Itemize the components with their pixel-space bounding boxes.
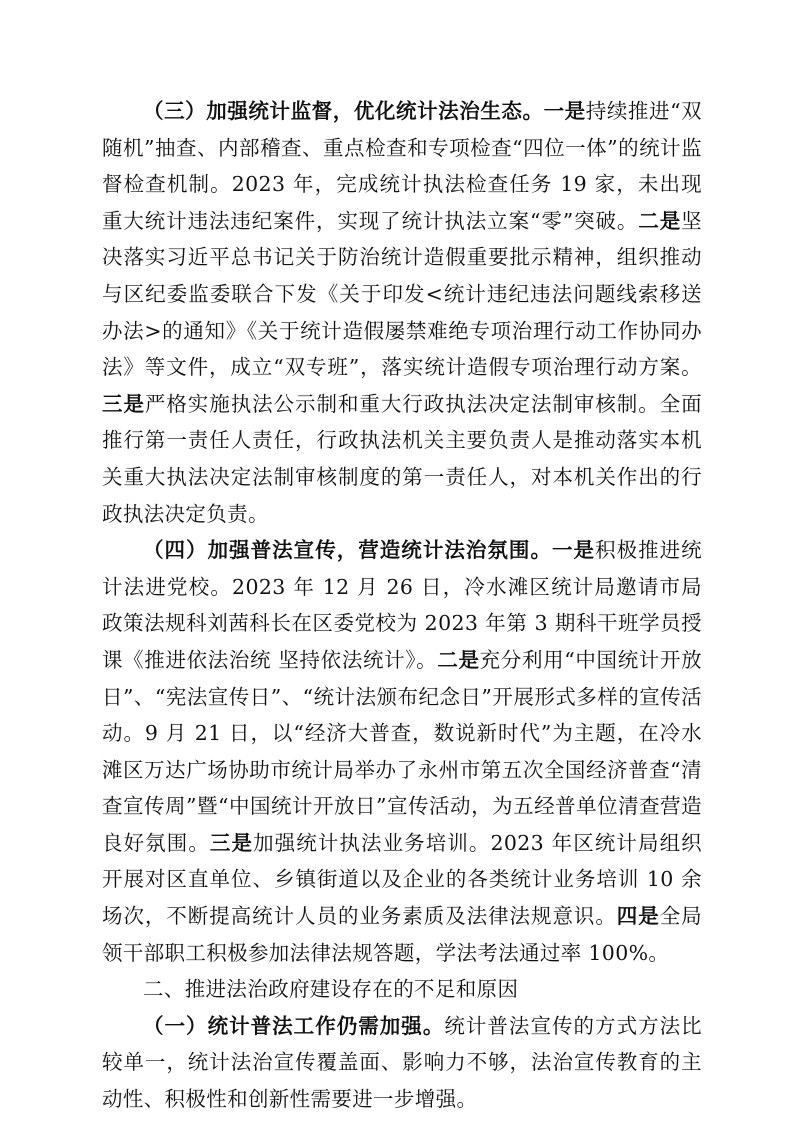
point-marker: 四是 xyxy=(616,904,660,929)
paragraph-heading: （四）加强普法宣传，营造统计法治氛围。 xyxy=(143,538,552,563)
paragraph-publicity xyxy=(102,532,702,971)
point-marker: 二是 xyxy=(638,208,682,233)
paragraph-text: 持续推进“双随机”抽查、内部稽查、重点检查和专项检查“四位一体”的统计监督检查机制。2023 年，完成统计执法检查任务 19 家，未出现重大统计违法违纪案件，实现了统计执法立案“零”突破。 xyxy=(102,99,702,233)
paragraph-text: 统计普法宣传的方式方法比较单一，统计法治宣传覆盖面、影响力不够，法治宣传教育的主动性、积极性和创新性需要进一步增强。 xyxy=(102,1013,702,1112)
paragraph-heading: （三）加强统计监督，优化统计法治生态。 xyxy=(143,99,544,123)
paragraph-text: 积极推进统计法进党校。2023 年 12 月 26 日，冷水滩区统计局邀请市局政策法规科刘茜科长在区委党校为 2023 年第 3 期科干班学员授课《推进依法治统 坚持依法统计》。 xyxy=(102,538,703,672)
paragraph-shortcomings xyxy=(102,1008,702,1118)
point-marker: 一是 xyxy=(543,99,586,123)
paragraph-text: 坚决落实习近平总书记关于防治统计造假重要批示精神，组织推动与区纪委监委联合下发《关于印发<统计违纪违法问题线索移送办法>的通知》《关于统计造假屡禁难绝专项治理行动工作协同办法》等文件，成立“双专班”，落实统计造假专项治理行动方案。 xyxy=(102,208,703,380)
point-marker: 一是 xyxy=(552,538,596,563)
paragraph-supervision xyxy=(102,93,702,532)
paragraph-text: 充分利用“中国统计开放日”、“宪法宣传日”、“统计法颁布纪念日”开展形式多样的宣传活动。9 月 21 日，以“经济大普查，数说新时代”为主题，在冷水滩区万达广场协助市统计局举办了永州市第五次全国经济普查“清查宣传周”暨“中国统计开放日”宣传活动，为五经普单位清查营造良好氛围。 xyxy=(102,647,702,855)
section-title: 二、推进法治政府建设存在的不足和原因 xyxy=(143,977,519,1002)
paragraph-text: 全局领干部职工积极参加法律法规答题，学法考法通过率 100%。 xyxy=(102,904,703,965)
paragraph-heading: （一）统计普法工作仍需加强。 xyxy=(143,1013,445,1038)
point-marker: 三是 xyxy=(102,391,145,416)
document-page xyxy=(102,93,702,1118)
point-marker: 三是 xyxy=(209,830,254,855)
paragraph-text: 加强统计执法业务培训。2023 年区统计局组织开展对区直单位、乡镇街道以及企业的各类统计业务培训 10 余场次，不断提高统计人员的业务素质及法律法规意识。 xyxy=(102,830,703,929)
paragraph-text: 严格实施执法公示制和重大行政执法决定法制审核制。全面推行第一责任人责任，行政执法机关主要负责人是推动落实本机关重大执法决定法制审核制度的第一责任人，对本机关作出的行政执法决定负责。 xyxy=(102,391,702,526)
point-marker: 二是 xyxy=(437,647,480,672)
